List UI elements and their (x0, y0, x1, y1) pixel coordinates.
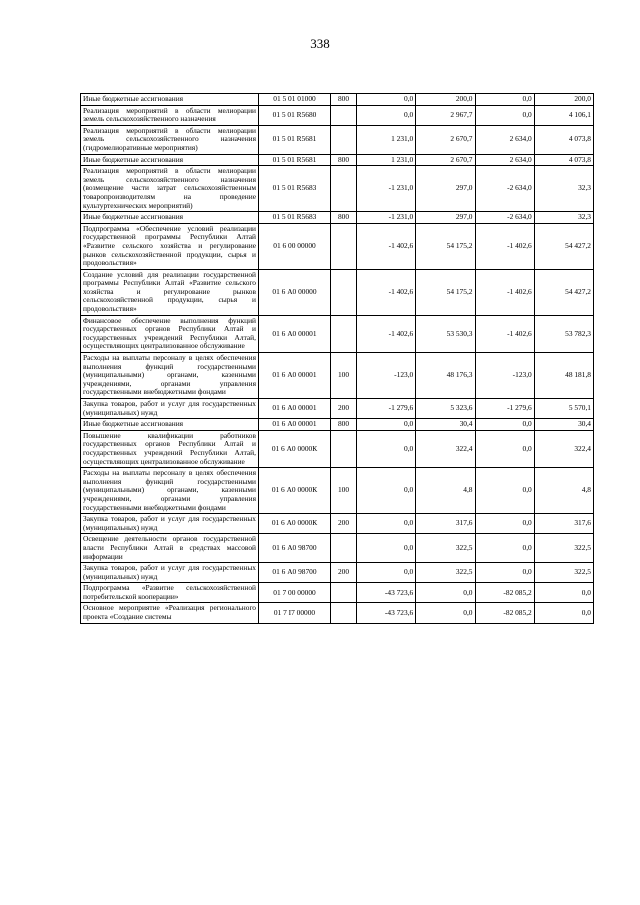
amount-cell-1: 0,0 (357, 105, 416, 125)
row-name-cell: Подпрограмма «Развитие сельскохозяйственной потребительской кооперации» (81, 583, 259, 603)
amount-cell-4: 317,6 (534, 514, 593, 534)
amount-cell-2: 317,6 (416, 514, 475, 534)
amount-cell-4: 5 570,1 (534, 399, 593, 419)
expense-type-cell (331, 315, 357, 352)
target-article-cell: 01 5 01 R5683 (259, 212, 331, 224)
amount-cell-2: 297,0 (416, 212, 475, 224)
table-row (81, 603, 594, 623)
amount-cell-2: 48 176,3 (416, 353, 475, 399)
amount-cell-3: -1 402,6 (475, 315, 534, 352)
amount-cell-2: 2 670,7 (416, 154, 475, 166)
table-row (81, 125, 594, 154)
table-row (81, 166, 594, 212)
amount-cell-4: 322,4 (534, 430, 593, 467)
amount-cell-4: 200,0 (534, 94, 593, 106)
amount-cell-2: 0,0 (416, 583, 475, 603)
expense-type-cell (331, 125, 357, 154)
target-article-cell: 01 5 01 R5681 (259, 125, 331, 154)
table-row (81, 105, 594, 125)
amount-cell-1: 0,0 (357, 468, 416, 514)
target-article-cell: 01 7 I7 00000 (259, 603, 331, 623)
amount-cell-3: 0,0 (475, 94, 534, 106)
row-name-cell: Иные бюджетные ассигнования (81, 212, 259, 224)
amount-cell-3: -1 402,6 (475, 223, 534, 269)
target-article-cell: 01 5 01 01000 (259, 94, 331, 106)
amount-cell-1: 1 231,0 (357, 125, 416, 154)
amount-cell-2: 322,5 (416, 563, 475, 583)
amount-cell-2: 4,8 (416, 468, 475, 514)
table-row (81, 399, 594, 419)
amount-cell-2: 53 530,3 (416, 315, 475, 352)
row-name-cell: Основное мероприятие «Реализация регионального проекта «Создание системы (81, 603, 259, 623)
target-article-cell: 01 6 А0 00000 (259, 269, 331, 315)
amount-cell-1: -1 402,6 (357, 315, 416, 352)
table-row (81, 94, 594, 106)
amount-cell-1: -123,0 (357, 353, 416, 399)
target-article-cell: 01 5 01 R5680 (259, 105, 331, 125)
table-row (81, 468, 594, 514)
expense-type-cell: 100 (331, 353, 357, 399)
table-row (81, 269, 594, 315)
row-name-cell: Финансовое обеспечение выполнения функций государственных органов Республики Алтай и государственных учреждений Республики Алтай, осуществляющих централизованное обслуживание (81, 315, 259, 352)
expense-type-cell: 800 (331, 419, 357, 431)
row-name-cell: Закупка товаров, работ и услуг для государственных (муниципальных) нужд (81, 563, 259, 583)
amount-cell-3: -1 402,6 (475, 269, 534, 315)
amount-cell-2: 2 967,7 (416, 105, 475, 125)
expense-type-cell (331, 223, 357, 269)
target-article-cell: 01 6 А0 98700 (259, 534, 331, 563)
row-name-cell: Повышение квалификации работников государственных органов Республики Алтай и государственных учреждений Республики Алтай, осуществляющих централизованное обслуживание (81, 430, 259, 467)
amount-cell-4: 0,0 (534, 583, 593, 603)
amount-cell-4: 4,8 (534, 468, 593, 514)
page-number: 338 (310, 36, 330, 51)
amount-cell-1: -1 402,6 (357, 269, 416, 315)
amount-cell-3: 2 634,0 (475, 125, 534, 154)
expense-type-cell (331, 269, 357, 315)
amount-cell-3: -2 634,0 (475, 212, 534, 224)
amount-cell-3: 0,0 (475, 468, 534, 514)
target-article-cell: 01 6 А0 0000К (259, 430, 331, 467)
target-article-cell: 01 6 А0 00001 (259, 419, 331, 431)
amount-cell-2: 2 670,7 (416, 125, 475, 154)
row-name-cell: Расходы на выплаты персоналу в целях обеспечения выполнения функций государственными (муниципальными) органами, казенными учреждениями, органами управления государственными внебюджетными фондами (81, 468, 259, 514)
target-article-cell: 01 6 А0 0000К (259, 514, 331, 534)
amount-cell-3: 0,0 (475, 105, 534, 125)
table-row (81, 583, 594, 603)
row-name-cell: Иные бюджетные ассигнования (81, 94, 259, 106)
target-article-cell: 01 5 01 R5683 (259, 166, 331, 212)
amount-cell-4: 4 073,8 (534, 125, 593, 154)
amount-cell-1: -1 402,6 (357, 223, 416, 269)
row-name-cell: Реализация мероприятий в области мелиорации земель сельскохозяйственного назначения (гидромелиоративные мероприятия) (81, 125, 259, 154)
table-row (81, 430, 594, 467)
target-article-cell: 01 6 А0 98700 (259, 563, 331, 583)
amount-cell-1: -43 723,6 (357, 603, 416, 623)
table-row (81, 419, 594, 431)
amount-cell-2: 5 323,6 (416, 399, 475, 419)
amount-cell-3: 0,0 (475, 430, 534, 467)
expense-type-cell (331, 105, 357, 125)
row-name-cell: Закупка товаров, работ и услуг для государственных (муниципальных) нужд (81, 399, 259, 419)
expense-type-cell: 800 (331, 154, 357, 166)
amount-cell-3: -1 279,6 (475, 399, 534, 419)
amount-cell-3: 2 634,0 (475, 154, 534, 166)
amount-cell-2: 322,5 (416, 534, 475, 563)
table-row (81, 563, 594, 583)
amount-cell-4: 48 181,8 (534, 353, 593, 399)
expense-type-cell (331, 166, 357, 212)
amount-cell-1: 0,0 (357, 94, 416, 106)
amount-cell-3: 0,0 (475, 534, 534, 563)
amount-cell-4: 4 073,8 (534, 154, 593, 166)
expense-type-cell: 100 (331, 468, 357, 514)
amount-cell-1: -1 231,0 (357, 212, 416, 224)
expense-type-cell: 800 (331, 212, 357, 224)
amount-cell-3: -123,0 (475, 353, 534, 399)
amount-cell-1: 1 231,0 (357, 154, 416, 166)
amount-cell-1: -1 231,0 (357, 166, 416, 212)
amount-cell-4: 322,5 (534, 563, 593, 583)
amount-cell-4: 32,3 (534, 166, 593, 212)
expense-type-cell: 200 (331, 399, 357, 419)
row-name-cell: Расходы на выплаты персоналу в целях обеспечения выполнения функций государственными (муниципальными) органами, казенными учреждениями, органами управления государственными внебюджетными фондами (81, 353, 259, 399)
amount-cell-1: 0,0 (357, 534, 416, 563)
amount-cell-2: 322,4 (416, 430, 475, 467)
amount-cell-2: 0,0 (416, 603, 475, 623)
table-row (81, 212, 594, 224)
table-row (81, 223, 594, 269)
expense-type-cell (331, 603, 357, 623)
expense-type-cell: 200 (331, 514, 357, 534)
row-name-cell: Реализация мероприятий в области мелиорации земель сельскохозяйственного назначения (81, 105, 259, 125)
amount-cell-1: 0,0 (357, 514, 416, 534)
budget-table (80, 93, 594, 624)
amount-cell-3: -82 085,2 (475, 603, 534, 623)
table-row (81, 514, 594, 534)
row-name-cell: Подпрограмма «Обеспечение условий реализации государственной программы Республики Алтай «Развитие сельского хозяйства и регулирование рынков сельскохозяйственной продукции, сырья и продовольствия» (81, 223, 259, 269)
row-name-cell: Иные бюджетные ассигнования (81, 419, 259, 431)
target-article-cell: 01 6 00 00000 (259, 223, 331, 269)
expense-type-cell (331, 534, 357, 563)
amount-cell-3: -82 085,2 (475, 583, 534, 603)
amount-cell-4: 32,3 (534, 212, 593, 224)
amount-cell-4: 30,4 (534, 419, 593, 431)
target-article-cell: 01 7 00 00000 (259, 583, 331, 603)
amount-cell-4: 54 427,2 (534, 269, 593, 315)
row-name-cell: Освещение деятельности органов государственной власти Республики Алтай в средствах массовой информации (81, 534, 259, 563)
amount-cell-4: 54 427,2 (534, 223, 593, 269)
amount-cell-1: 0,0 (357, 419, 416, 431)
target-article-cell: 01 6 А0 0000К (259, 468, 331, 514)
amount-cell-3: 0,0 (475, 563, 534, 583)
table-row (81, 534, 594, 563)
expense-type-cell (331, 583, 357, 603)
amount-cell-1: -1 279,6 (357, 399, 416, 419)
amount-cell-2: 30,4 (416, 419, 475, 431)
row-name-cell: Закупка товаров, работ и услуг для государственных (муниципальных) нужд (81, 514, 259, 534)
amount-cell-3: 0,0 (475, 419, 534, 431)
amount-cell-2: 54 175,2 (416, 269, 475, 315)
table-row (81, 154, 594, 166)
expense-type-cell: 200 (331, 563, 357, 583)
amount-cell-3: 0,0 (475, 514, 534, 534)
budget-table-body (81, 94, 594, 624)
row-name-cell: Создание условий для реализации государственной программы Республики Алтай «Развитие сельского хозяйства и регулирование рынков сельскохозяйственной продукции, сырья и продовольствия» (81, 269, 259, 315)
amount-cell-4: 4 106,1 (534, 105, 593, 125)
amount-cell-2: 54 175,2 (416, 223, 475, 269)
amount-cell-2: 200,0 (416, 94, 475, 106)
target-article-cell: 01 6 А0 00001 (259, 353, 331, 399)
row-name-cell: Реализация мероприятий в области мелиорации земель сельскохозяйственного назначения (возмещение части затрат сельскохозяйственным товаропроизводителям на проведение культуртехнических мероприятий) (81, 166, 259, 212)
amount-cell-1: 0,0 (357, 563, 416, 583)
amount-cell-3: -2 634,0 (475, 166, 534, 212)
amount-cell-4: 0,0 (534, 603, 593, 623)
amount-cell-1: 0,0 (357, 430, 416, 467)
target-article-cell: 01 5 01 R5681 (259, 154, 331, 166)
table-row (81, 353, 594, 399)
target-article-cell: 01 6 А0 00001 (259, 399, 331, 419)
table-row (81, 315, 594, 352)
amount-cell-2: 297,0 (416, 166, 475, 212)
amount-cell-4: 322,5 (534, 534, 593, 563)
expense-type-cell (331, 430, 357, 467)
amount-cell-4: 53 782,3 (534, 315, 593, 352)
row-name-cell: Иные бюджетные ассигнования (81, 154, 259, 166)
amount-cell-1: -43 723,6 (357, 583, 416, 603)
expense-type-cell: 800 (331, 94, 357, 106)
target-article-cell: 01 6 А0 00001 (259, 315, 331, 352)
